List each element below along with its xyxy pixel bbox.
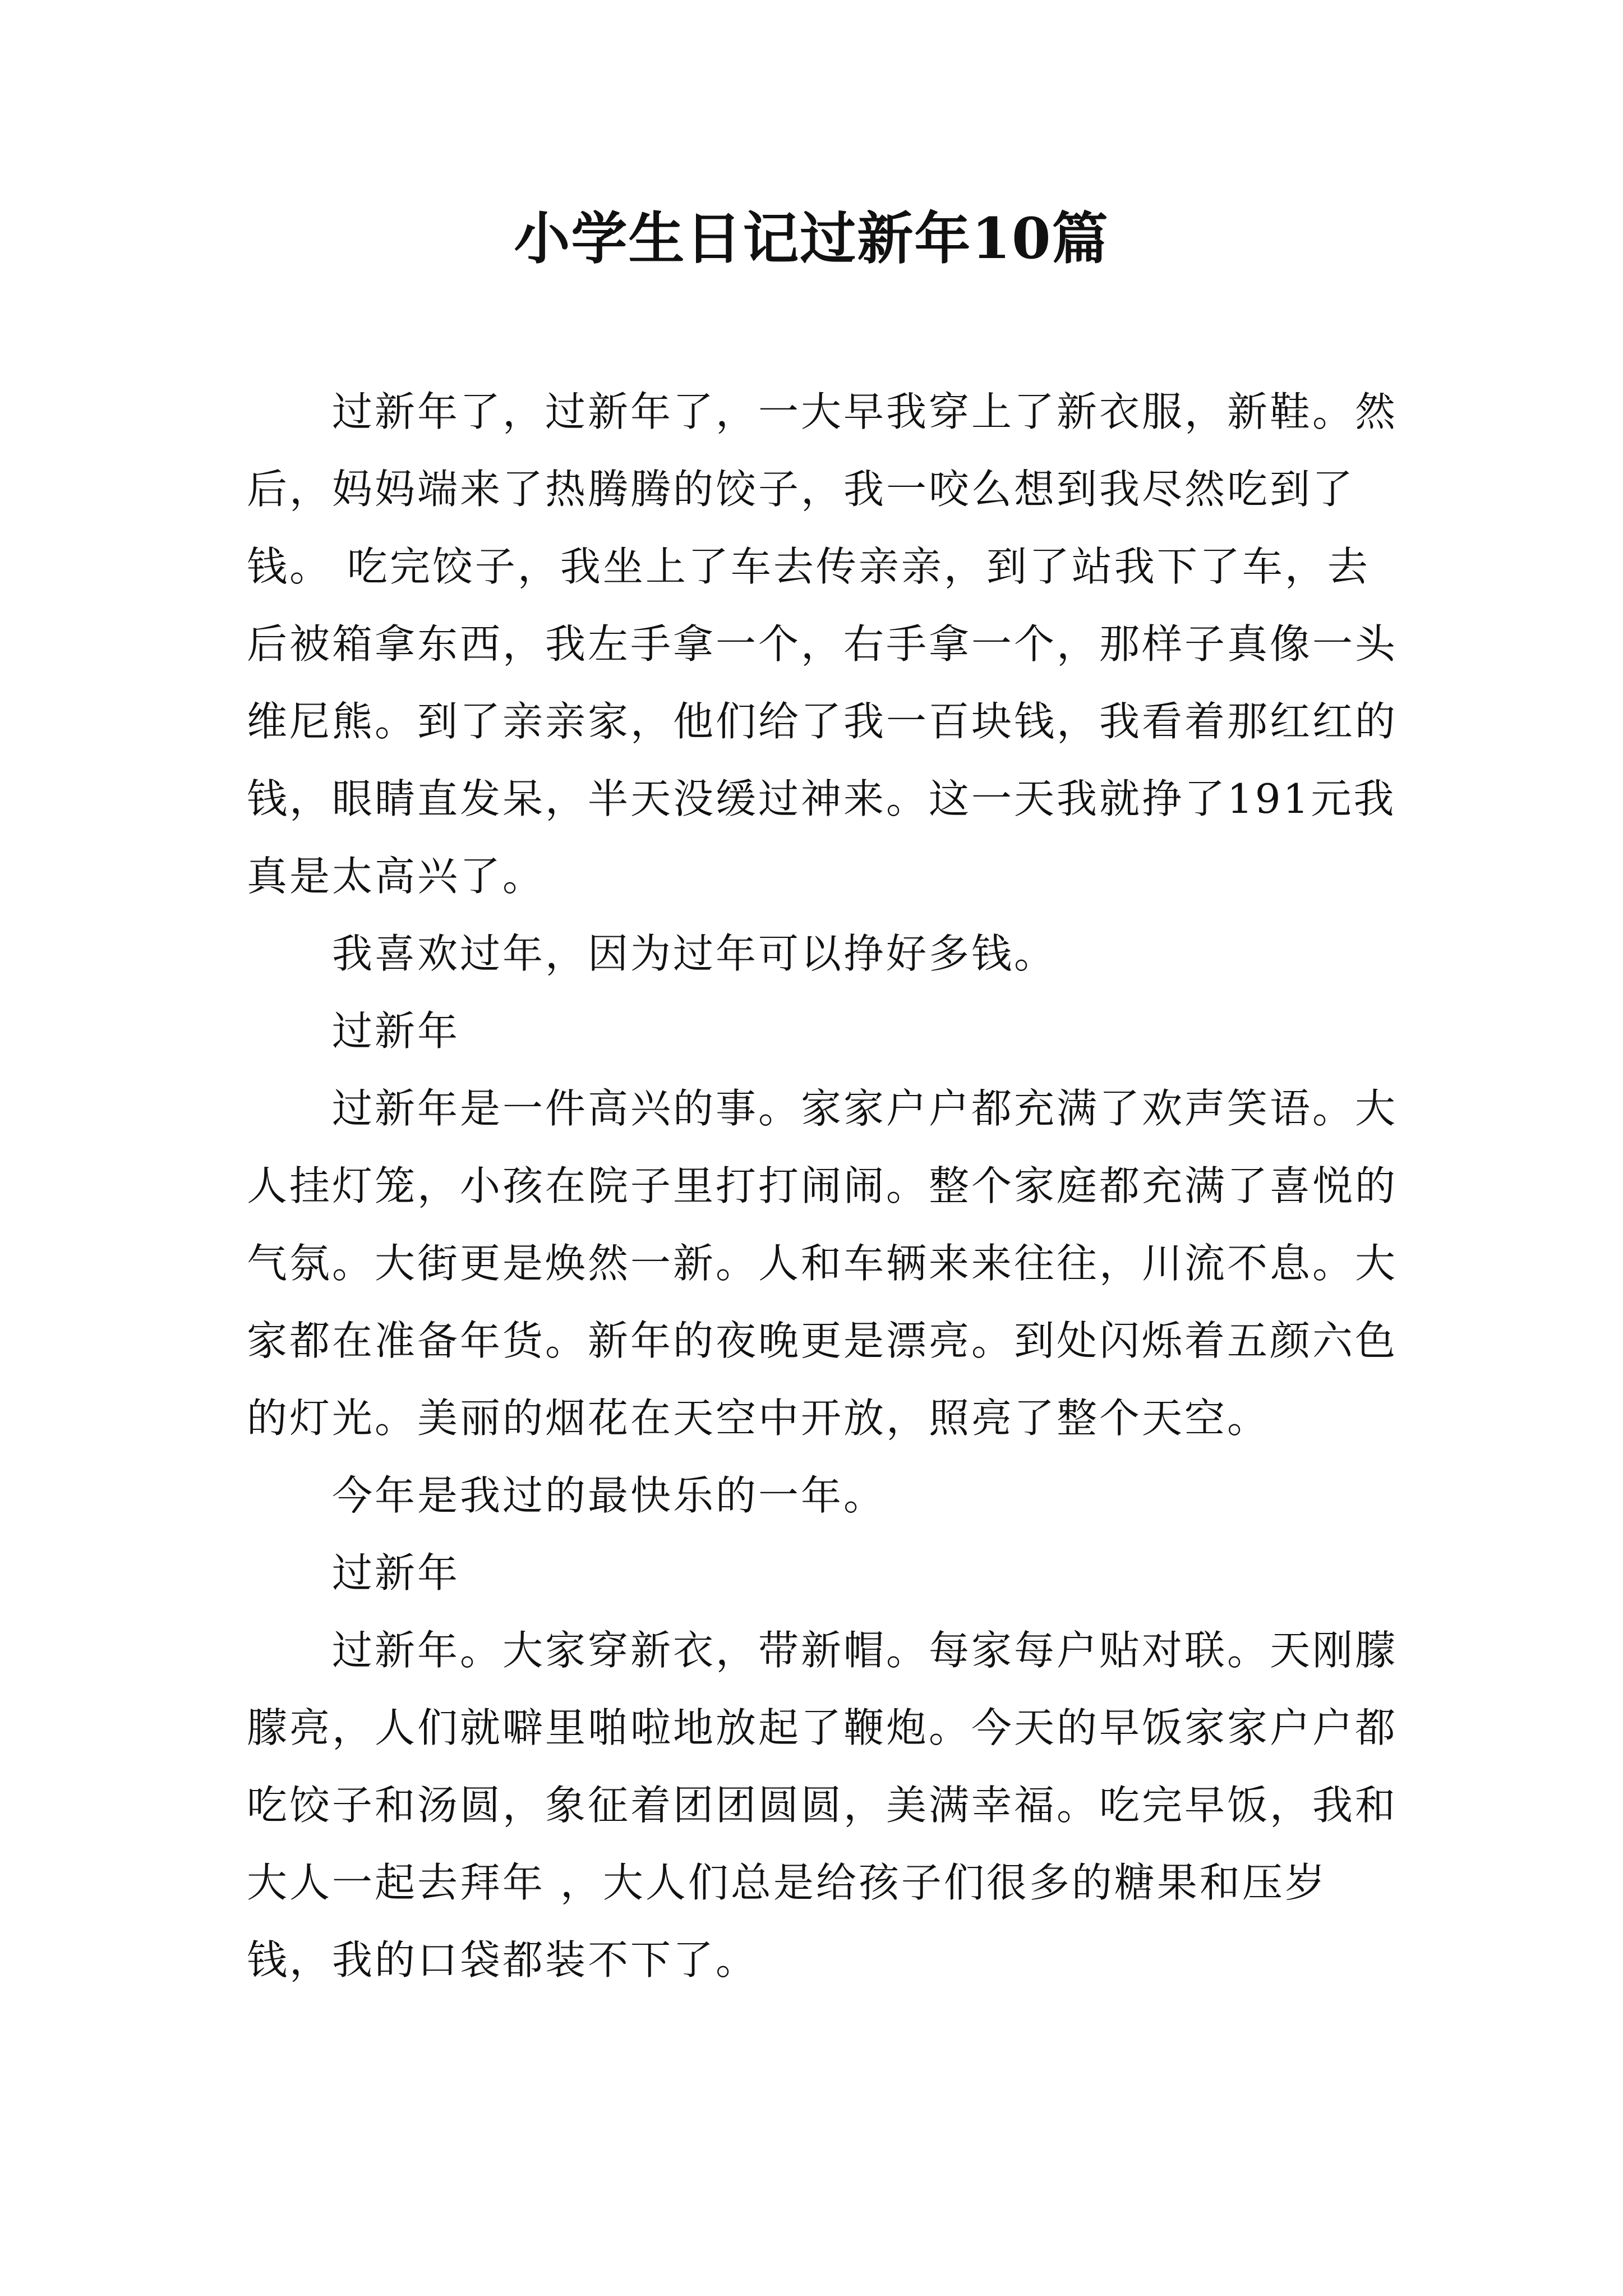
paragraph-5: 过新年。大家穿新衣，带新帽。每家每户贴对联。天刚朦朦亮，人们就噼里啪啦地放起了鞭炮。今天的早饭家家户户都吃饺子和汤圆，象征着团团圆圆，美满幸福。吃完早饭，我和大人一起去拜年 ，大人们总是给孩子们很多的糖果和压岁钱，我的口袋都装不下了。 [247, 1627, 1398, 1984]
paragraph-2: 我喜欢过年，因为过年可以挣好多钱。 [332, 930, 1057, 977]
paragraph-3: 过新年是一件高兴的事。家家户户都充满了欢声笑语。大人挂灯笼，小孩在院子里打打闹闹。整个家庭都充满了喜悦的气氛。大街更是焕然一新。人和车辆来来往往，川流不息。大家都在准备年货。新年的夜晚更是漂亮。到处闪烁着五颜六色的灯光。美丽的烟花在天空中开放，照亮了整个天空。 [247, 1085, 1398, 1442]
section-heading-2: 过新年 [332, 1549, 460, 1596]
paragraph-1: 过新年了，过新年了，一大早我穿上了新衣服，新鞋。然后，妈妈端来了热腾腾的饺子，我一咬么想到我尽然吃到了钱。 吃完饺子，我坐上了车去传亲亲，到了站我下了车，去后被箱拿东西，我左手拿一个，右手拿一个，那样子真像一头维尼熊。到了亲亲家，他们给了我一百块钱，我看着那红红的钱，眼睛直发呆，半天没缓过神来。这一天我就挣了191元我真是太高兴了。 [247, 388, 1398, 900]
document-title: 小学生日记过新年10篇 [514, 205, 1109, 272]
paragraph-4: 今年是我过的最快乐的一年。 [332, 1472, 887, 1519]
document-body [247, 373, 1402, 1999]
section-heading-1: 过新年 [332, 1007, 460, 1055]
